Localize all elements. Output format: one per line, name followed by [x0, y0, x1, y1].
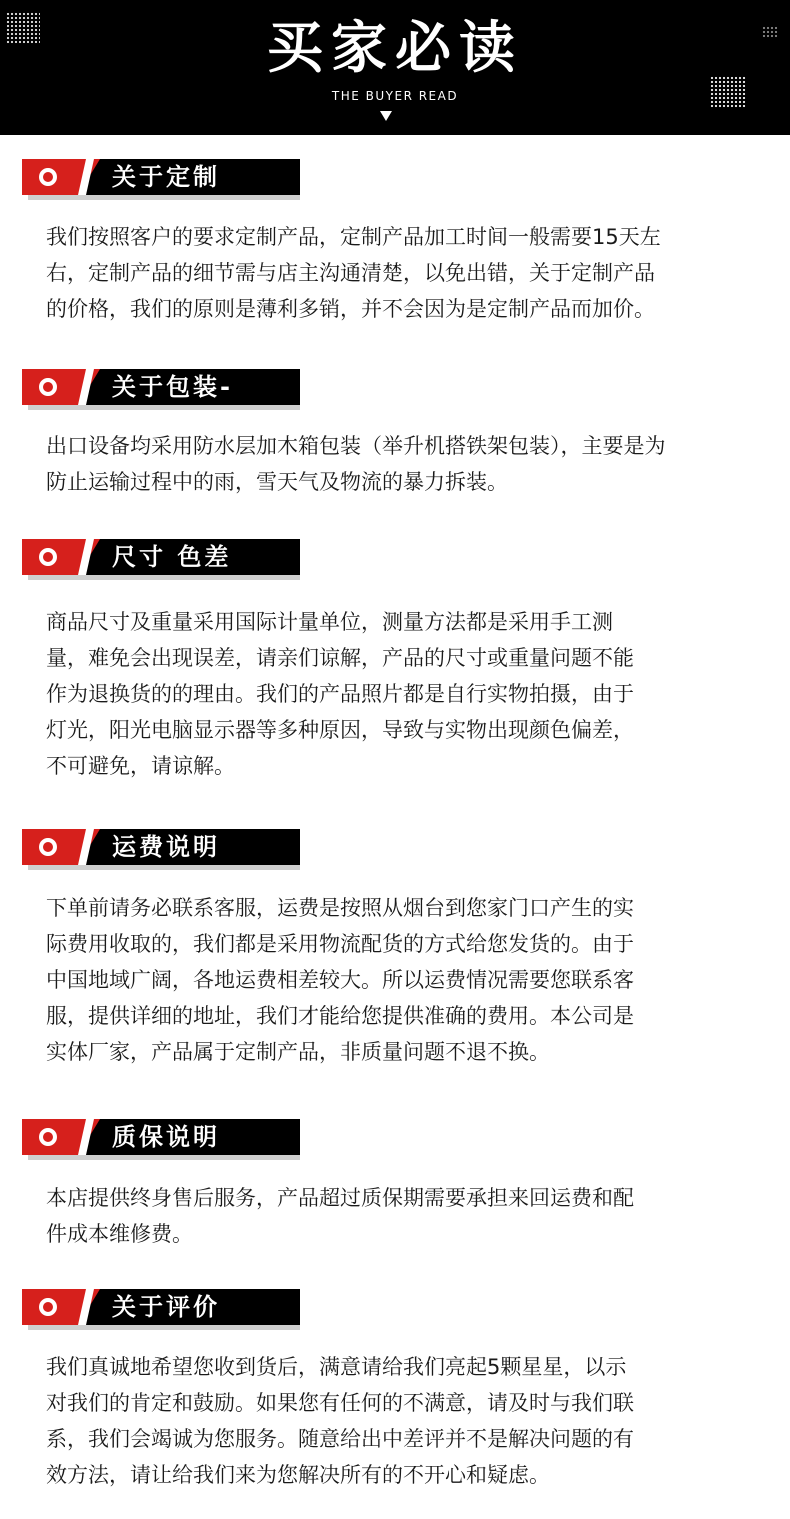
down-arrow-icon [380, 111, 392, 121]
section-body-reviews [46, 1349, 758, 1493]
section-title: 关于包装- [112, 373, 233, 401]
text-line: 灯光，阳光电脑显示器等多种原因，导致与实物出现颜色偏差， [46, 718, 634, 742]
text-line: 实体厂家，产品属于定制产品，非质量问题不退不换。 [46, 1040, 550, 1064]
section-body-warranty [46, 1180, 758, 1252]
ring-icon [39, 378, 57, 396]
text-line: 下单前请务必联系客服，运费是按照从烟台到您家门口产生的实 [46, 896, 634, 920]
section-header-customization [22, 159, 300, 195]
page-title: 买家必读 [267, 16, 523, 81]
text-line: 效方法，请让给我们来为您解决所有的不开心和疑虑。 [46, 1463, 550, 1487]
text-line: 对我们的肯定和鼓励。如果您有任何的不满意，请及时与我们联 [46, 1391, 634, 1415]
text-line: 防止运输过程中的雨，雪天气及物流的暴力拆装。 [46, 470, 508, 494]
section-header-shipping [22, 829, 300, 865]
section-header-packaging [22, 369, 300, 405]
ring-icon [39, 168, 57, 186]
section-title: 运费说明 [112, 833, 220, 861]
ring-icon [39, 548, 57, 566]
section-title: 尺寸 色差 [112, 543, 232, 571]
text-line: 的价格，我们的原则是薄利多销，并不会因为是定制产品而加价。 [46, 297, 655, 321]
text-line: 中国地域广阔，各地运费相差较大。所以运费情况需要您联系客 [46, 968, 634, 992]
text-line: 际费用收取的，我们都是采用物流配货的方式给您发货的。由于 [46, 932, 634, 956]
header-banner [0, 0, 790, 135]
section-body-size-color [46, 604, 758, 784]
section-title: 质保说明 [112, 1123, 220, 1151]
section-header-reviews [22, 1289, 300, 1325]
section-header-size-color [22, 539, 300, 575]
section-title: 关于定制 [112, 163, 220, 191]
text-line: 系，我们会竭诚为您服务。随意给出中差评并不是解决问题的有 [46, 1427, 634, 1451]
text-line: 出口设备均采用防水层加木箱包装（举升机搭铁架包装），主要是为 [46, 434, 666, 458]
section-header-warranty [22, 1119, 300, 1155]
section-body-customization [46, 219, 758, 327]
text-line: 商品尺寸及重量采用国际计量单位，测量方法都是采用手工测 [46, 610, 613, 634]
text-line: 右，定制产品的细节需与店主沟通清楚，以免出错，关于定制产品 [46, 261, 655, 285]
section-body-shipping [46, 890, 758, 1070]
text-line: 量，难免会出现误差，请亲们谅解，产品的尺寸或重量问题不能 [46, 646, 634, 670]
section-body-packaging [46, 428, 758, 500]
page-subtitle: THE BUYER READ [331, 89, 459, 103]
text-line: 我们真诚地希望您收到货后，满意请给我们亮起5颗星星，以示 [46, 1355, 627, 1379]
text-line: 我们按照客户的要求定制产品，定制产品加工时间一般需要15天左 [46, 225, 661, 249]
text-line: 本店提供终身售后服务，产品超过质保期需要承担来回运费和配 [46, 1186, 634, 1210]
ring-icon [39, 1298, 57, 1316]
text-line: 服，提供详细的地址，我们才能给您提供准确的费用。本公司是 [46, 1004, 634, 1028]
ring-icon [39, 1128, 57, 1146]
text-line: 不可避免，请谅解。 [46, 754, 235, 778]
text-line: 件成本维修费。 [46, 1222, 193, 1246]
ring-icon [39, 838, 57, 856]
section-title: 关于评价 [112, 1293, 220, 1321]
text-line: 作为退换货的的理由。我们的产品照片都是自行实物拍摄，由于 [46, 682, 634, 706]
